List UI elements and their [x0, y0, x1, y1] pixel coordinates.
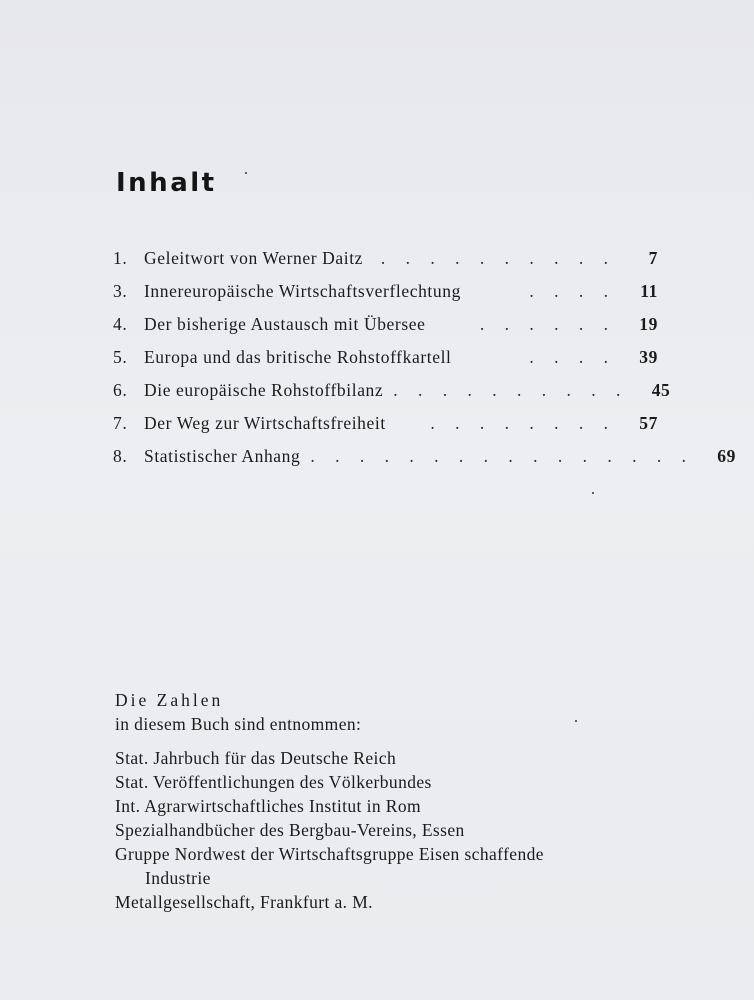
toc-entry-page: 7: [648, 248, 658, 268]
toc-entry: [113, 341, 658, 374]
toc-entry-number: 8.: [113, 446, 128, 466]
toc-leader-dots: . . . . . . . . . .: [393, 380, 629, 400]
toc-entry-title: Statistischer Anhang: [144, 446, 301, 466]
source-item: Stat. Jahrbuch für das Deutsche Reich: [115, 748, 397, 768]
toc-entry-number: 6.: [113, 380, 128, 400]
toc-entry: [113, 440, 736, 473]
toc-entry-title: Der bisherige Austausch mit Übersee: [144, 314, 426, 334]
source-item: Spezialhandbücher des Bergbau-Vereins, Essen: [115, 820, 465, 840]
source-item: Int. Agrarwirtschaftliches Institut in Rom: [115, 796, 421, 816]
toc-entry-number: 7.: [113, 413, 128, 433]
toc-entry-page: 39: [639, 347, 658, 367]
toc-leader-dots: . . . . . .: [479, 314, 616, 334]
toc-leader-dots: . . . .: [529, 347, 616, 367]
table-of-contents: [113, 242, 736, 473]
sources-list: [115, 746, 675, 914]
source-item: Gruppe Nordwest der Wirtschaftsgruppe Eisen schaffende: [115, 844, 544, 864]
page-title: Inhalt: [116, 168, 217, 198]
toc-entry-page: 19: [639, 314, 658, 334]
print-speck: [592, 492, 594, 494]
toc-entry: [113, 407, 658, 440]
source-item-continuation: Industrie: [145, 868, 211, 888]
toc-entry: [113, 242, 658, 275]
toc-entry-number: 4.: [113, 314, 128, 334]
source-item: Metallgesellschaft, Frankfurt a. M.: [115, 892, 373, 912]
toc-entry-title: Europa und das britische Rohstoffkartell: [144, 347, 452, 367]
toc-entry-title: Der Weg zur Wirtschaftsfreiheit: [144, 413, 386, 433]
toc-entry-page: 11: [640, 281, 658, 301]
toc-entry-number: 3.: [113, 281, 128, 301]
toc-entry-title: Die europäische Rohstoffbilanz: [144, 380, 384, 400]
toc-entry-title: Innereuropäische Wirtschaftsverflechtung: [144, 281, 461, 301]
toc-leader-dots: . . . . . . . .: [430, 413, 616, 433]
toc-leader-dots: . . . . . . . . . . . . . . . .: [310, 446, 694, 466]
toc-entry-page: 57: [639, 413, 658, 433]
toc-entry: [113, 308, 658, 341]
toc-entry-page: 69: [717, 446, 736, 466]
source-item: Stat. Veröffentlichungen des Völkerbundes: [115, 772, 432, 792]
sources-subheading: in diesem Buch sind entnommen:: [115, 714, 362, 734]
toc-entry: [113, 374, 671, 407]
toc-leader-dots: . . . . . . . . . .: [380, 248, 616, 268]
toc-entry-number: 5.: [113, 347, 128, 367]
toc-entry: [113, 275, 658, 308]
toc-entry-number: 1.: [113, 248, 128, 268]
toc-leader-dots: . . . .: [529, 281, 616, 301]
print-speck: [245, 172, 247, 174]
toc-entry-title: Geleitwort von Werner Daitz: [144, 248, 364, 268]
toc-entry-page: 45: [651, 380, 671, 400]
sources-note: [115, 688, 675, 914]
sources-heading: Die Zahlen: [115, 690, 224, 710]
